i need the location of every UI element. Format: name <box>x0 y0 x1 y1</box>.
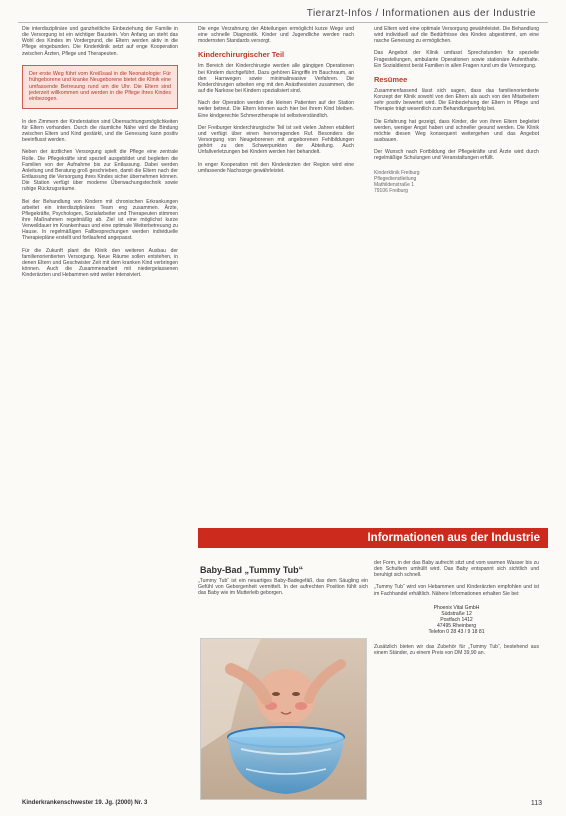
address-line: 47495 Rheinberg <box>436 623 477 630</box>
product-title: Baby-Bad „Tummy Tub“ <box>200 565 304 575</box>
paragraph: „Tummy Tub“ wird von Hebammen und Kinderärzten empfohlen und ist im Fachhandel erhältlich. Nähere Informationen erhalten Sie bei: <box>374 584 539 597</box>
address-line: Südstraße 12 <box>441 610 472 617</box>
paragraph: In enger Kooperation mit den Kinderärzten der Region wird eine umfassende Nachsorge gewährleistet. <box>198 161 354 174</box>
paragraph: Das Angebot der Klinik umfasst Sprechstunden für spezielle Fragestellungen, ambulante Operationen sowie stationäre Aufenthalte. Ein Sozialdienst berät Familien in allen Fragen rund um die Versorgung. <box>374 50 539 69</box>
address-line: Telefon 0 28 43 / 9 18 81 <box>428 629 485 636</box>
paragraph: Die Erfahrung hat gezeigt, dass Kinder, die von ihren Eltern begleitet werden, weniger Angst haben und schneller gesund werden. Die Klinik möchte diesen Weg konsequent weitergehen und das Angebot ausbauen. <box>374 118 539 144</box>
section-banner <box>198 528 548 548</box>
paragraph: Der Freiburger kinderchirurgische Teil ist seit vielen Jahren etabliert und verfügt über einen hervorragenden Ruf. Besonders die Versorgung von Neugeborenen mit angeborenen Fehlbildungen gehört zu den Schwerpunkten der Abteilung. Auch Unfallverletzungen bei Kindern werden hier behandelt. <box>198 124 354 156</box>
paragraph: der Form, in der das Baby aufrecht sitzt und vom warmen Wasser bis zu den Schultern umhüllt wird. Das Baby entspannt sich sichtlich und beruhigt sich schnell. <box>374 560 539 579</box>
paragraph: Neben der ärztlichen Versorgung spielt die Pflege eine zentrale Rolle. Die Pflegekräfte sind speziell ausgebildet und begleiten die Familien von der Aufnahme bis zur Entlassung. Dabei werden Anleitung und Beratung groß geschrieben, damit die Eltern nach der Entlassung die Versorgung ihres Kindes sicher übernehmen können. Die Station verfügt über moderne Überwachungstechnik sowie ruhige Rückzugsräume. <box>22 149 178 193</box>
paragraph: In den Zimmern der Kinderstation sind Übernachtungsmöglichkeiten für Eltern vorhanden. Durch die räumliche Nähe wird die Bindung zwischen Eltern und Kind gestärkt, und die Genesung kann positiv beeinflusst werden. <box>22 118 178 144</box>
company-address <box>374 605 539 636</box>
text-column-3 <box>374 26 539 544</box>
paragraph: Zusätzlich bieten wir das Zubehör für „Tummy Tub“, bestehend aus einem Ständer, zu einem Preis von DM 39,90 an. <box>374 643 539 656</box>
paragraph: Bei der Behandlung von Kindern mit chronischen Erkrankungen arbeitet ein interdisziplinäres Team eng zusammen. Ärzte, Pflegekräfte, Psychologen, Sozialarbeiter und Therapeuten stimmen ihre Maßnahmen regelmäßig ab. Ziel ist eine möglichst kurze Verweildauer im Krankenhaus und eine optimale Weiterbetreuung zu Hause. In regelmäßigen Fallbesprechungen werden individuelle Therapiepläne erstellt und fortlaufend angepasst. <box>22 198 178 242</box>
paragraph: Die interdisziplinäre und ganzheitliche Einbeziehung der Familie in die Versorgung ist ein wichtiger Baustein. Von Anfang an steht das Wohl des Kindes im Vordergrund, die Eltern werden aktiv in die Pflege eingebunden. Die Kinderklinik setzt auf enge Kooperation zwischen Ärzten, Pflege und Therapeuten. <box>22 26 178 57</box>
paragraph: Im Bereich der Kinderchirurgie werden alle gängigen Operationen bei Kindern durchgeführt. Dazu gehören Eingriffe im Bauchraum, an den Harnwegen sowie minimalinvasive Verfahren. Die Kinderchirurgen arbeiten eng mit den Anästhesisten zusammen, die auf die Narkose bei Kindern spezialisiert sind. <box>198 63 354 95</box>
address-line: Phoenix Vital GmbH <box>433 604 480 611</box>
journal-footer: Kinderkrankenschwester 19. Jg. (2000) Nr. 3 <box>22 800 148 806</box>
product-text <box>198 578 368 638</box>
contact-block <box>374 170 539 194</box>
paragraph: Für die Zukunft plant die Klinik den weiteren Ausbau der familienorientierten Versorgung. Neue Räume sollen entstehen, in denen Eltern und Geschwister Zeit mit dem kranken Kind verbringen können. Auch die Zusammenarbeit mit niedergelassenen Kinderärzten und Hebammen wird weiter intensiviert. <box>22 247 178 279</box>
paragraph: „Tummy Tub“ ist ein neuartiges Baby-Badegefäß, das dem Säugling ein Gefühl von Geborgenheit vermittelt. In der aufrechten Position fühlt sich das Baby wie im Mutterleib geborgen. <box>198 578 368 597</box>
highlight-box: Der erste Weg führt vom Kreißsaal in die Neonatologie: Für frühgeborene und kranke Neugeborene bietet die Klinik eine umfassende Betreuung rund um die Uhr. Die Eltern sind jederzeit willkommen und werden in die Pflege ihres Kindes einbezogen. <box>22 65 178 109</box>
address-line: Postfach 1412 <box>440 617 473 624</box>
baby-bath-illustration <box>201 639 366 799</box>
product-text-continued <box>374 560 539 800</box>
paragraph: Die enge Verzahnung der Abteilungen ermöglicht kurze Wege und eine schnelle Diagnostik. Kinder und Jugendliche werden nach modernsten Standards versorgt. <box>198 26 354 45</box>
product-photo <box>200 638 367 800</box>
text-column-2 <box>198 26 354 544</box>
contact-line: Kinderklinik Freiburg <box>374 169 420 176</box>
contact-line: Pflegedienstleitung <box>374 175 417 182</box>
paragraph: Der Wunsch nach Fortbildung der Pflegekräfte und Ärzte wird durch regelmäßige Schulungen und Veranstaltungen erfüllt. <box>374 149 539 162</box>
header-rule <box>18 22 548 23</box>
paragraph: Nach der Operation werden die kleinen Patienten auf der Station weiter betreut. Die Eltern können auch hier bei ihrem Kind bleiben. Eine kindgerechte Schmerztherapie ist selbstverständlich. <box>198 100 354 119</box>
running-header: Tierarzt-Infos / Informationen aus der Industrie <box>306 8 536 19</box>
section-heading: Resümee <box>374 74 408 84</box>
section-heading: Kinderchirurgischer Teil <box>198 50 285 60</box>
paragraph: Zusammenfassend lässt sich sagen, dass das familienorientierte Konzept der Klinik sowohl von den Eltern als auch von den Mitarbeitern sehr positiv bewertet wird. Die Einbeziehung der Eltern in Pflege und Therapie trägt wesentlich zum Behandlungserfolg bei. <box>374 87 539 113</box>
text-column-1 <box>22 26 178 796</box>
paragraph: und Eltern wird eine optimale Versorgung gewährleistet. Die Behandlung wird individuell auf die Bedürfnisse des Kindes abgestimmt, um eine rasche Genesung zu ermöglichen. <box>374 26 539 45</box>
page-number: 113 <box>530 800 542 807</box>
contact-line: 79106 Freiburg <box>374 187 408 194</box>
contact-line: Mathildenstraße 1 <box>374 181 415 188</box>
banner-label: Informationen aus der Industrie <box>367 532 540 544</box>
